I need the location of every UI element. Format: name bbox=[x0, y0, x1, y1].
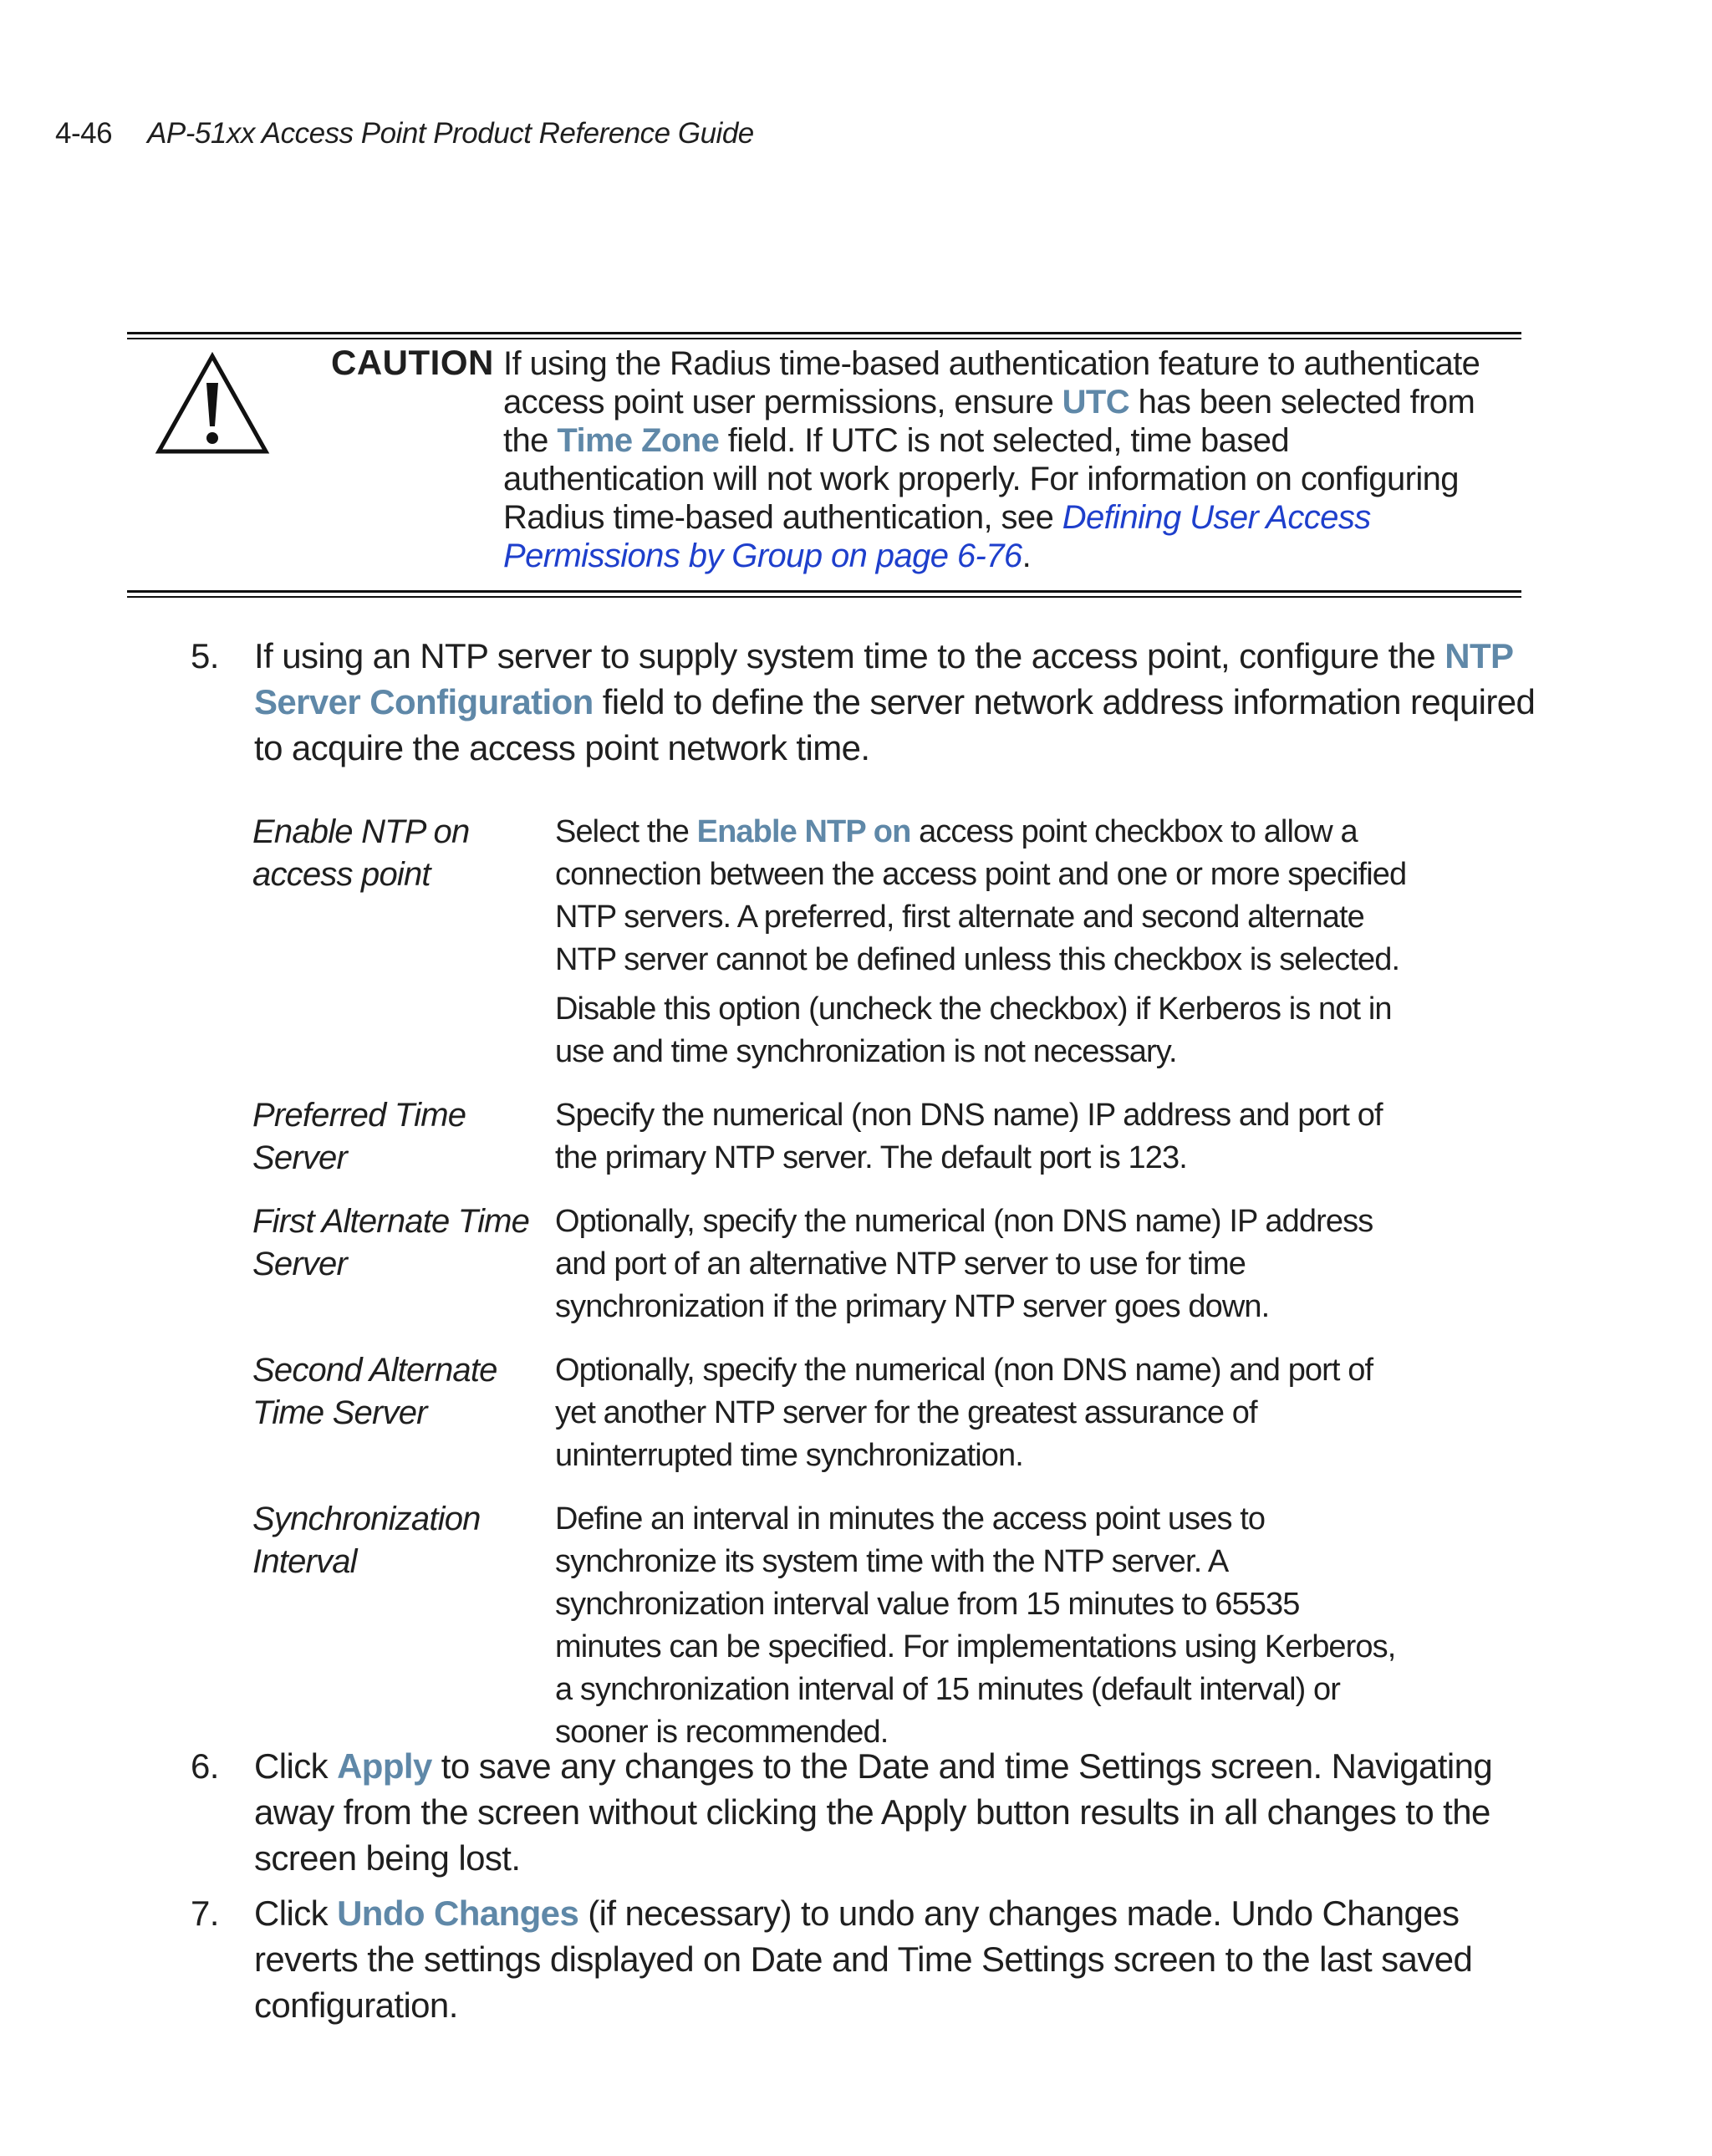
field-description: Specify the numerical (non DNS name) IP address and port of the primary NTP server. The default port is 123. bbox=[555, 1098, 1383, 1175]
enable-ntp-ui-reference: Enable NTP on bbox=[696, 814, 911, 849]
warning-triangle-icon bbox=[154, 351, 271, 456]
time-zone-ui-reference: Time Zone bbox=[557, 422, 720, 459]
page-number: 4-46 bbox=[55, 117, 113, 150]
field-name: Synchronization Interval bbox=[252, 1501, 481, 1580]
step-text: Click bbox=[254, 1746, 338, 1786]
field-description: Define an interval in minutes the access point uses to synchronize its system time with the NTP server. A synchronization interval value from 15 minutes to 65535 minutes can be specified. For implementations using Kerberos, a synchronization interval of 15 minutes (default interval) or sooner is recommended. bbox=[555, 1501, 1396, 1750]
field-row-enable-ntp bbox=[252, 811, 1423, 1073]
field-row-first-alternate-time-server bbox=[252, 1200, 1423, 1328]
permissions-cross-reference-link[interactable]: Defining User Access Permissions by Group on page 6-76 bbox=[503, 499, 1371, 574]
step-7 bbox=[191, 1890, 1558, 2028]
running-header bbox=[55, 117, 754, 150]
utc-ui-reference: UTC bbox=[1062, 384, 1130, 420]
field-description bbox=[555, 811, 1408, 1073]
field-description: Optionally, specify the numerical (non DNS name) and port of yet another NTP server for the greatest assurance of uninterrupted time synchronization. bbox=[555, 1353, 1373, 1473]
step-body bbox=[254, 1743, 1558, 1881]
step-number: 7. bbox=[191, 1894, 219, 1933]
field-description: Optionally, specify the numerical (non DNS name) IP address and port of an alternative NTP server to use for time synchronization if the primary NTP server goes down. bbox=[555, 1204, 1373, 1324]
step-body bbox=[254, 1890, 1558, 2028]
step-text: field to define the server network address information required to acquire the access point network time. bbox=[254, 682, 1536, 767]
caution-bottom-rule bbox=[127, 590, 1521, 598]
field-name: Enable NTP on access point bbox=[252, 813, 470, 893]
apply-ui-reference: Apply bbox=[337, 1746, 432, 1786]
step-6 bbox=[191, 1743, 1558, 1881]
field-name: Preferred Time Server bbox=[252, 1097, 466, 1176]
step-text: to save any changes to the Date and time Settings screen. Navigating away from the screen without clicking the Apply button results in all changes to the screen being lost. bbox=[254, 1746, 1493, 1878]
caution-text-part: field. If UTC is not selected, time based authentication will not work properly. For information on configuring Radius time-based authentication, see bbox=[503, 422, 1459, 536]
caution-top-rule bbox=[127, 332, 1521, 339]
field-name: Second Alternate Time Server bbox=[252, 1352, 497, 1431]
field-name: First Alternate Time Server bbox=[252, 1203, 530, 1282]
step-5 bbox=[191, 633, 1558, 771]
field-description-paragraph: Disable this option (uncheck the checkbox) if Kerberos is not in use and time synchronization is not necessary. bbox=[555, 991, 1392, 1069]
field-row-synchronization-interval bbox=[252, 1498, 1423, 1754]
ntp-field-table bbox=[252, 811, 1423, 1775]
field-row-second-alternate-time-server bbox=[252, 1349, 1423, 1477]
caution-text-part: If using the Radius time-based authentication feature to authenticate access point user permissions, ensure bbox=[503, 345, 1480, 420]
step-number: 6. bbox=[191, 1746, 219, 1786]
step-text: (if necessary) to undo any changes made. Undo Changes reverts the settings displayed on Date and Time Settings screen to the last saved configuration. bbox=[254, 1894, 1473, 2025]
undo-changes-ui-reference: Undo Changes bbox=[337, 1894, 579, 1933]
field-row-preferred-time-server bbox=[252, 1094, 1423, 1180]
caution-text bbox=[503, 344, 1498, 575]
field-description-paragraph bbox=[555, 811, 1408, 981]
step-text: If using an NTP server to supply system time to the access point, configure the bbox=[254, 636, 1445, 675]
guide-title: AP-51xx Access Point Product Reference Guide bbox=[147, 117, 754, 150]
caution-text-part: has been selected from the bbox=[503, 384, 1475, 459]
field-description-text: access point checkbox to allow a connection between the access point and one or more specified NTP servers. A preferred, first alternate and second alternate NTP server cannot be defined unless this checkbox is selected. bbox=[555, 814, 1407, 977]
caution-text-part: . bbox=[1022, 538, 1032, 574]
step-number: 5. bbox=[191, 636, 219, 675]
caution-label: CAUTION bbox=[331, 343, 494, 382]
ntp-server-configuration-ui-reference: NTP Server Configuration bbox=[254, 636, 1513, 721]
step-text: Click bbox=[254, 1894, 338, 1933]
field-description-text: Select the bbox=[555, 814, 697, 849]
step-body bbox=[254, 633, 1558, 771]
